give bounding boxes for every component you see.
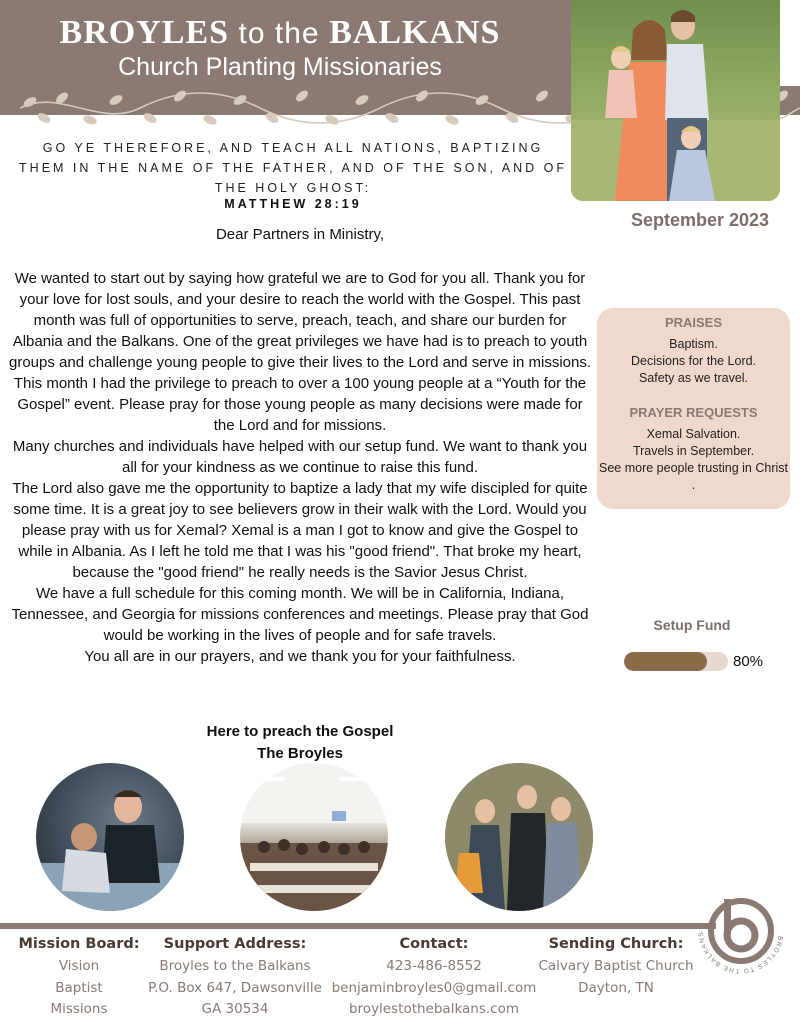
prayer-item: See more people trusting in Christ . (599, 461, 788, 492)
setup-fund-progress-fill (624, 652, 707, 671)
prayer-requests-list (597, 426, 790, 494)
footer-contact (330, 936, 538, 1021)
footer-support-address (130, 936, 340, 1021)
footer-mission-board (18, 936, 140, 1021)
letter-greeting: Dear Partners in Ministry, (215, 226, 385, 243)
prayer-item: Travels in September. (632, 444, 755, 458)
sending-church-heading: Sending Church: (548, 936, 684, 952)
family-illustration (571, 0, 780, 201)
letter-body (8, 268, 592, 667)
letter-paragraph: You all are in our prayers, and we thank you for your faithfulness. (84, 648, 516, 665)
family-photo (571, 0, 780, 201)
logo-ring-text: BROYLES TO THE BALKANS (697, 930, 784, 975)
mission-board-heading: Mission Board: (18, 936, 140, 952)
mission-board-line: Vision (58, 958, 100, 974)
baptism-photo (36, 763, 184, 911)
support-address-heading: Support Address: (163, 936, 307, 952)
praise-item: Decisions for the Lord. (630, 354, 757, 368)
setup-fund-progress-bar (624, 652, 728, 671)
praise-item: Safety as we travel. (638, 371, 749, 385)
mission-board-line: Baptist (55, 979, 103, 996)
title-balkans: BALKANS (329, 14, 501, 51)
letter-paragraph: We have a full schedule for this coming month. We will be in California, Indiana, Tennessee, and Georgia for missions conferences and meetings. Please pray that God would be working in the lives of people and for safe travels. (11, 585, 589, 644)
support-address-line: Broyles to the Balkans (159, 958, 311, 974)
footer-divider (0, 923, 716, 929)
contact-email-link[interactable]: benjaminbroyles0@gmail.com (331, 979, 537, 996)
scripture-reference: MATTHEW 28:19 (224, 197, 362, 211)
support-address-line: P.O. Box 647, Dawsonville (148, 979, 322, 996)
scripture-verse: GO YE THEREFORE, AND TEACH ALL NATIONS, BAPTIZING THEM IN THE NAME OF THE FATHER, AND OF THE SON, AND OF THE HOLY GHOST: (19, 141, 567, 195)
baptism-illustration (36, 763, 184, 911)
praises-heading: PRAISES (664, 315, 723, 330)
title-to-the: to the (238, 17, 320, 50)
setup-fund-label: Setup Fund (653, 617, 731, 633)
sending-church-line: Dayton, TN (578, 979, 654, 996)
church-service-illustration (240, 763, 388, 911)
prayer-item: Xemal Salvation. (646, 427, 741, 441)
contact-website-link[interactable]: broylestothebalkans.com (348, 1001, 520, 1017)
praises-list (597, 336, 790, 387)
gallery-caption-line2: The Broyles (257, 745, 343, 762)
masthead-subtitle: Church Planting Missionaries (118, 53, 442, 81)
praises-prayer-box (597, 308, 790, 509)
mission-board-line: Missions (50, 1001, 108, 1017)
sending-church-line: Calvary Baptist Church (538, 958, 694, 974)
masthead-title (0, 14, 560, 52)
newsletter-date: September 2023 (630, 210, 770, 230)
gallery-caption (150, 721, 450, 765)
letter-paragraph: The Lord also gave me the opportunity to baptize a lady that my wife discipled for quite some time. It is a great joy to see believers grow in their walk with the Lord. Would you please pray with us for Xemal? Xemal is a man I got to know and give the Gospel to while in Albania. As I left he told me that I was his "good friend". That broke my heart, because the "good friend" he really needs is the Savior Jesus Christ. (12, 480, 588, 581)
church-service-photo (240, 763, 388, 911)
support-address-line: GA 30534 (201, 1001, 269, 1017)
prayer-requests-heading: PRAYER REQUESTS (629, 405, 758, 420)
gallery-caption-line1: Here to preach the Gospel (206, 723, 394, 740)
letter-paragraph: We wanted to start out by saying how grateful we are to God for you all. Thank you for your love for lost souls, and your desire to reach the world with the Gospel. This past month was full of opportunities to serve, preach, teach, and share our burden for Albania and the Balkans. One of the great privileges we have had is to preach to youth groups and challenge young people to give their lives to the Lord and serve in missions. This month I had the privilege to preach to over a 100 young people at a “Youth for the Gospel” event. Please pray for those young people as many decisions were made for the Lord and for missions. (8, 270, 592, 434)
setup-fund-percent: 80% (733, 653, 764, 670)
family-with-pastor-illustration (445, 763, 593, 911)
contact-heading: Contact: (399, 936, 469, 952)
letter-paragraph: Many churches and individuals have helped with our setup fund. We want to thank you all for your kindness as we continue to raise this fund. (12, 438, 588, 476)
footer-sending-church (530, 936, 702, 999)
title-broyles: BROYLES (59, 14, 230, 51)
contact-phone[interactable]: 423-486-8552 (386, 958, 482, 974)
family-with-pastor-photo (445, 763, 593, 911)
broyles-logo (695, 885, 787, 977)
praise-item: Baptism. (669, 337, 718, 351)
